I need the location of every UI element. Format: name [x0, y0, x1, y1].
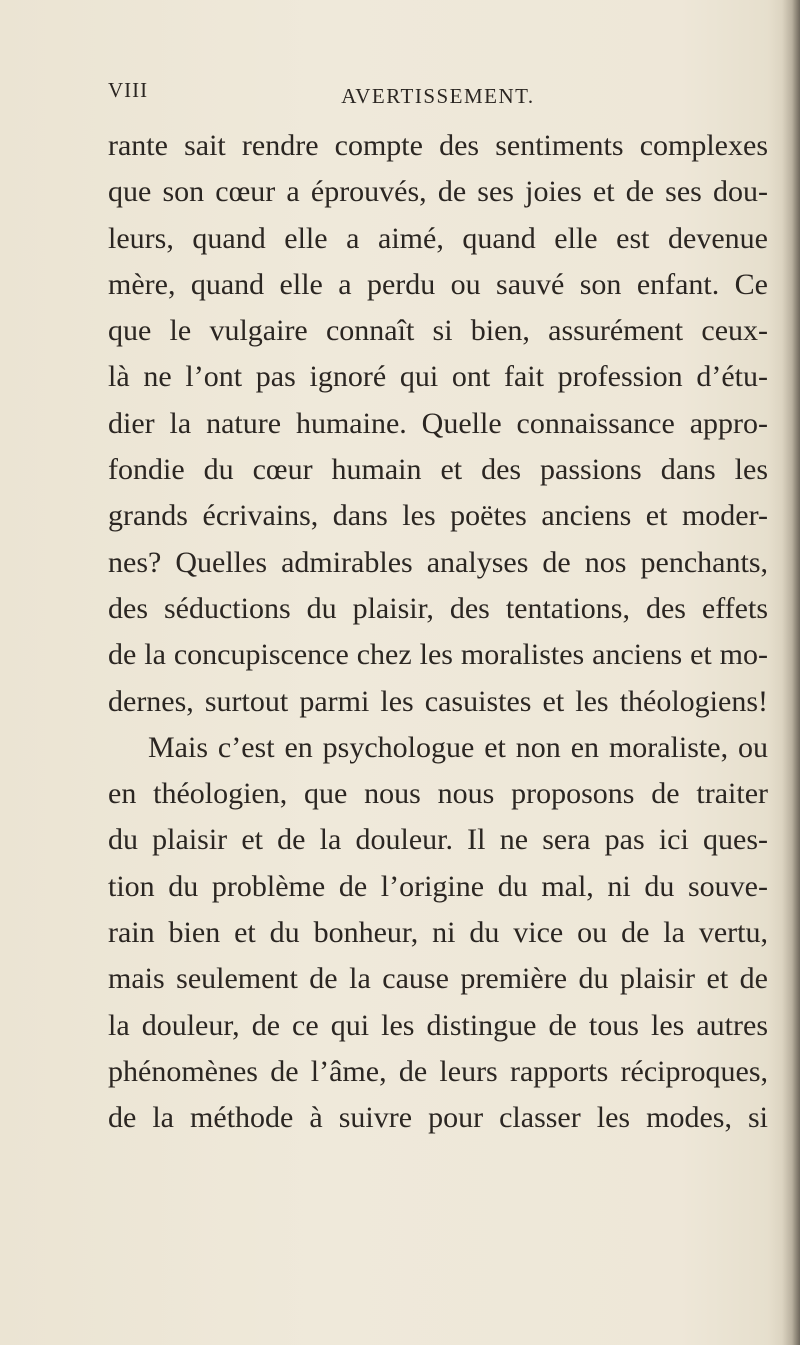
text-line: du plaisir et de la douleur. Il ne sera pas ici ques- — [108, 823, 768, 857]
text-line: mère, quand elle a perdu ou sauvé son enfant. Ce — [108, 267, 768, 301]
text-line: là ne l’ont pas ignoré qui ont fait profession d’étu- — [108, 360, 768, 394]
text-line: grands écrivains, dans les poëtes anciens et moder- — [108, 499, 768, 533]
text-line: fondie du cœur humain et des passions dans les — [108, 453, 768, 487]
text-line: des séductions du plaisir, des tentations, des effets — [108, 591, 768, 625]
text-line: dier la nature humaine. Quelle connaissance appro- — [108, 406, 768, 440]
page-number: VIII — [108, 78, 149, 102]
text-line: leurs, quand elle a aimé, quand elle est devenue — [108, 221, 768, 255]
page-edge-shadow — [782, 0, 800, 1345]
text-line: que le vulgaire connaît si bien, assurément ceux- — [108, 314, 768, 348]
text-line: la douleur, de ce qui les distingue de tous les autres — [108, 1008, 768, 1042]
paragraph-start-line: Mais c’est en psychologue et non en moraliste, ou — [148, 730, 768, 764]
text-line: nes? Quelles admirables analyses de nos penchants, — [108, 545, 768, 579]
text-line: mais seulement de la cause première du plaisir et de — [108, 962, 768, 996]
text-line: de la concupiscence chez les moralistes anciens et mo- — [108, 638, 768, 672]
body-text — [108, 123, 768, 1142]
text-line: rain bien et du bonheur, ni du vice ou de la vertu, — [108, 916, 768, 950]
running-head: AVERTISSEMENT. — [341, 84, 535, 108]
text-line: rante sait rendre compte des sentiments complexes — [108, 129, 768, 162]
text-line: dernes, surtout parmi les casuistes et les théologiens! — [108, 684, 768, 718]
text-line: phénomènes de l’âme, de leurs rapports réciproques, — [108, 1054, 768, 1088]
text-line: en théologien, que nous nous proposons de traiter — [108, 777, 768, 811]
text-line: tion du problème de l’origine du mal, ni du souve- — [108, 869, 768, 903]
text-line: que son cœur a éprouvés, de ses joies et de ses dou- — [108, 175, 768, 209]
page-header — [108, 78, 768, 112]
text-line: de la méthode à suivre pour classer les modes, si — [108, 1101, 768, 1135]
